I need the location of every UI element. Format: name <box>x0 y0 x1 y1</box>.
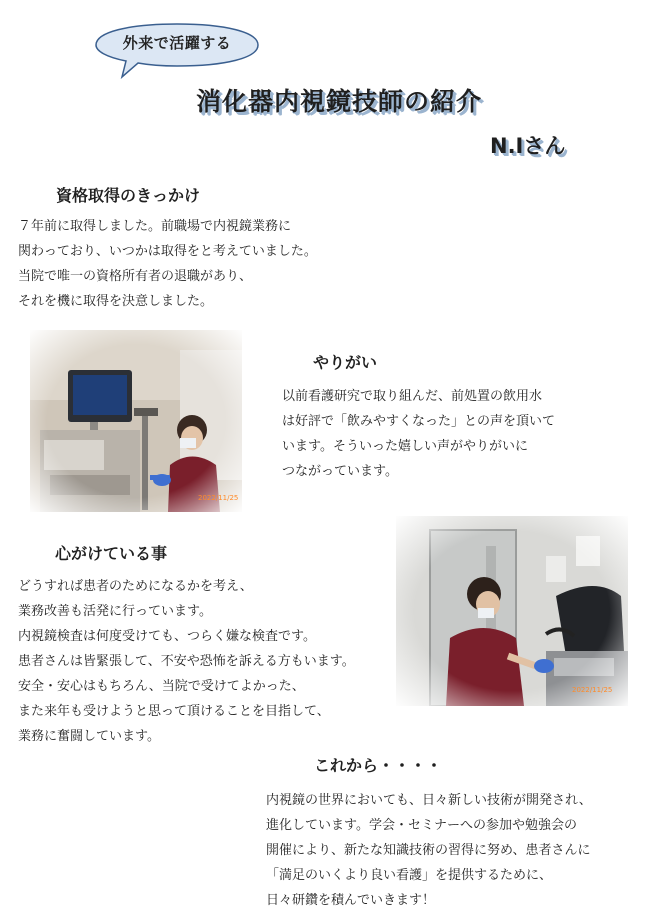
text-line: 進化しています。学会・セミナーへの参加や勉強会の <box>266 818 577 833</box>
text-line: 関わっており、いつかは取得をと考えていました。 <box>18 244 317 259</box>
badge-label: 外来で活躍する <box>122 34 232 52</box>
text-line: つながっています。 <box>282 464 398 479</box>
text-line: 安全・安心はもちろん、当院で受けてよかった、 <box>18 679 305 694</box>
text-motivation <box>18 214 317 314</box>
text-line: 当院で唯一の資格所有者の退職があり、 <box>18 269 253 284</box>
text-line: ７年前に取得しました。前職場で内視鏡業務に <box>18 219 292 234</box>
text-line: 患者さんは皆緊張して、不安や恐怖を訴える方もいます。 <box>18 654 355 669</box>
heading-reward: やりがい <box>313 353 378 372</box>
text-line: 「満足のいくより良い看護」を提供するために、 <box>266 868 553 883</box>
text-line: 日々研鑽を積んでいきます！ <box>266 893 436 908</box>
text-line: 以前看護研究で取り組んだ、前処置の飲用水 <box>282 389 543 404</box>
text-line: 業務改善も活発に行っています。 <box>18 604 212 619</box>
photo-timestamp: 2022/11/25 <box>572 686 613 694</box>
heading-mindset: 心がけている事 <box>55 544 168 563</box>
heading-future: これから・・・・ <box>314 756 443 775</box>
text-line: は好評で「飲みやすくなった」との声を頂いて <box>282 414 556 429</box>
text-line: 業務に奮闘しています。 <box>18 729 160 744</box>
person-name: N.Iさん <box>490 134 566 158</box>
photo-endoscope-cleaning <box>396 516 628 706</box>
text-line: 内視鏡の世界においても、日々新しい技術が開発され、 <box>266 793 592 808</box>
text-mindset <box>18 574 355 749</box>
text-line: また来年も受けようと思って頂けることを目指して、 <box>18 704 330 719</box>
text-reward <box>282 384 555 484</box>
category-badge <box>92 20 262 70</box>
text-line: います。そういった嬉しい声がやりがいに <box>282 439 528 454</box>
text-future <box>266 788 592 913</box>
photo-timestamp: 2022/11/25 <box>198 494 239 502</box>
page-title: 消化器内視鏡技師の紹介 <box>196 87 483 116</box>
photo-endoscopy-room <box>30 330 242 512</box>
text-line: 開催により、新たな知識技術の習得に努め、患者さんに <box>266 843 591 858</box>
text-line: どうすれば患者のためになるかを考え、 <box>18 579 253 594</box>
heading-motivation: 資格取得のきっかけ <box>56 186 201 205</box>
text-line: それを機に取得を決意しました。 <box>18 294 214 309</box>
text-line: 内視鏡検査は何度受けても、つらく嫌な検査です。 <box>18 629 316 644</box>
